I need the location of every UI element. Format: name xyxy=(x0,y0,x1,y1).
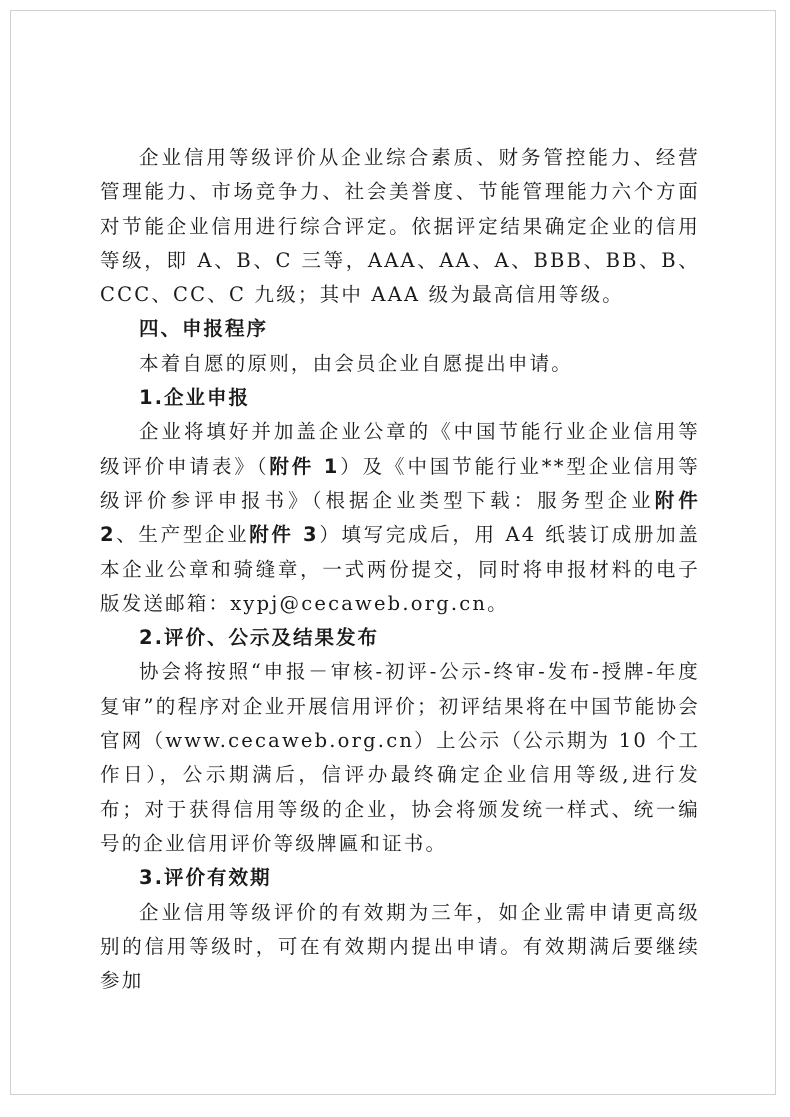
subheading-validity-period: 3.评价有效期 xyxy=(139,866,272,890)
enterprise-application-paragraph xyxy=(100,415,700,621)
attachment-1-reference: 附件 1 xyxy=(269,454,340,478)
text-fragment: ）填写完成后，用 A4 纸装订成册加盖本企业公章和骑缝章，一式两份提交，同时将申报材料的电子版发送邮箱：xypj@cecaweb.org.cn。 xyxy=(100,523,700,615)
section-heading-application-procedure: 四、申报程序 xyxy=(139,317,269,341)
section-intro-paragraph: 本着自愿的原则，由会员企业自愿提出申请。 xyxy=(139,351,574,375)
attachment-2-reference: 附件 2 xyxy=(100,488,700,547)
text-fragment: ）及《中国节能行业**型企业信用等级评价参评申报书》（根据企业类型下载：服务型企业 xyxy=(100,454,700,512)
document-body xyxy=(100,141,700,998)
validity-period-paragraph: 企业信用等级评价的有效期为三年，如企业需申请更高级别的信用等级时，可在有效期内提出申请。有效期满后要继续参加 xyxy=(100,900,700,993)
subheading-enterprise-application: 1.企业申报 xyxy=(139,386,250,410)
attachment-3-reference: 附件 3 xyxy=(249,523,319,547)
intro-paragraph: 企业信用等级评价从企业综合素质、财务管控能力、经营管理能力、市场竞争力、社会美誉度、节能管理能力六个方面对节能企业信用进行综合评定。依据评定结果确定企业的信用等级，即 A、B、C 三等，AAA、AA、A、BBB、BB、B、CCC、CC、C 九级；其中 AAA 级为最高信用等级。 xyxy=(100,146,700,307)
subheading-evaluation-publication: 2.评价、公示及结果发布 xyxy=(139,626,379,650)
evaluation-publication-paragraph: 协会将按照“申报－审核-初评-公示-终审-发布-授牌-年度复审”的程序对企业开展信用评价；初评结果将在中国节能协会官网（www.cecaweb.org.cn）上公示（公示期为 10 个工作日），公示期满后，信评办最终确定企业信用等级,进行发布；对于获得信用等级的企业，协会将颁发统一样式、统一编号的企业信用评价等级牌匾和证书。 xyxy=(100,660,700,855)
text-fragment: 、生产型企业 xyxy=(115,523,250,547)
text-fragment: 企业将填好并加盖企业公章的《中国节能行业企业信用等级评价申请表》（ xyxy=(100,420,700,478)
